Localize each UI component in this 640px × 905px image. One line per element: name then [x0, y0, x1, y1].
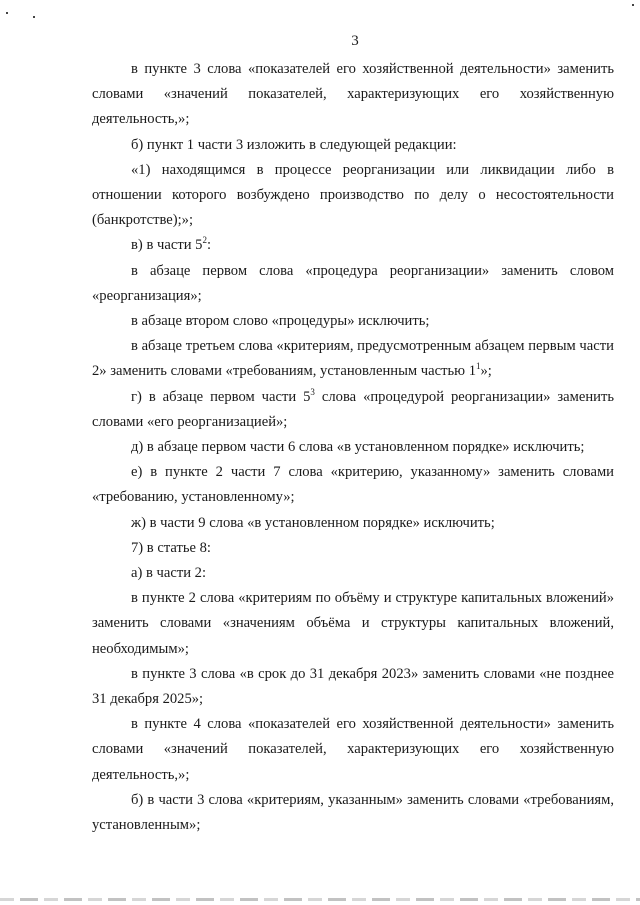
paragraph: «1) находящимся в процессе реорганизации или ликвидации либо в отношении которого возбуждено производство по делу о несостоятельности (банкротстве);»; [92, 161, 614, 229]
scan-speck [6, 12, 8, 14]
paragraph: в абзаце третьем слова «критериям, предусмотренным абзацем первым части 2» заменить словами «требованиям, установленным частью $1^1$»; [92, 338, 614, 380]
paragraph: в пункте 4 слова «показателей его хозяйственной деятельности» заменить словами «значений показателей, характеризующих его хозяйственную деятельность,»; [92, 716, 614, 783]
paragraph: д) в абзаце первом части 6 слова «в установленном порядке» исключить; [131, 439, 585, 456]
scan-speck [33, 16, 35, 18]
paragraph: а) в части 2: [131, 565, 207, 582]
paragraph: б) в части 3 слова «критериям, указанным» заменить словами «требованиям, установленным»; [92, 791, 614, 834]
paragraph: 7) в статье 8: [131, 539, 211, 556]
page-number: 3 [351, 33, 359, 49]
paragraph: б) пункт 1 части 3 изложить в следующей редакции: [131, 136, 457, 153]
paragraph: г) в абзаце первом части $5^3$ слова «процедурой реорганизации» заменить словами «его реорганизацией»; [92, 386, 615, 430]
paragraph: в абзаце втором слово «процедуры» исключить; [131, 313, 430, 330]
document-body [92, 57, 614, 838]
paragraph: в пункте 3 слова «показателей его хозяйственной деятельности» заменить словами «значений показателей, характеризующих его хозяйственную деятельность,»; [92, 61, 614, 128]
paragraph: в абзаце первом слова «процедура реорганизации» заменить словом «реорганизация»; [92, 262, 614, 304]
scan-bottom-edge [0, 898, 640, 901]
paragraph: в пункте 2 слова «критериям по объёму и структуре капитальных вложений» заменить словами «значениям объёма и структуры капитальных вложений, необходимым»; [92, 590, 614, 657]
scan-speck [632, 4, 634, 6]
paragraph: в пункте 3 слова «в срок до 31 декабря 2023» заменить словами «не позднее 31 декабря 2025»; [92, 665, 614, 708]
paragraph: в) в части $5^2$: [131, 235, 212, 254]
paragraph: е) в пункте 2 части 7 слова «критерию, указанному» заменить словами «требованию, установленному»; [92, 464, 614, 506]
paragraph: ж) в части 9 слова «в установленном порядке» исключить; [131, 514, 495, 531]
